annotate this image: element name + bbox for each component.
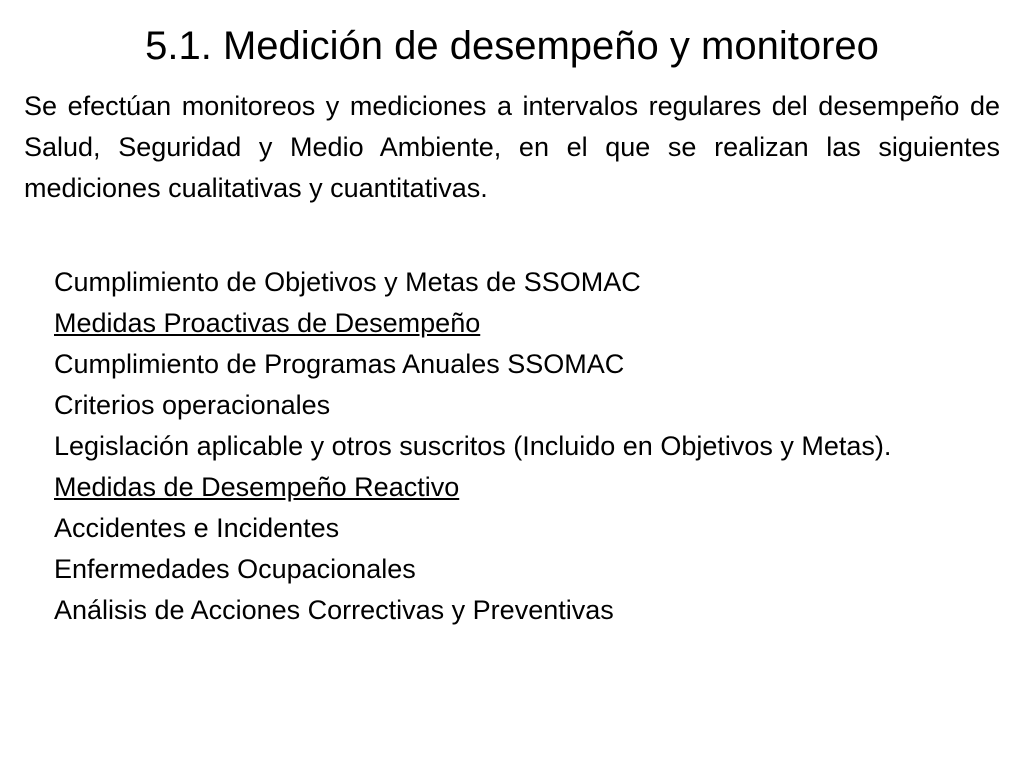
list-item: Cumplimiento de Objetivos y Metas de SSOMAC [54,267,641,297]
list-heading-label: Medidas de Desempeño Reactivo [54,472,460,502]
list-heading-proactive [54,303,1000,344]
list-item: Cumplimiento de Programas Anuales SSOMAC [54,349,625,379]
list-heading-label: Medidas Proactivas de Desempeño [54,308,481,338]
list-item: Accidentes e Incidentes [54,513,340,543]
measurement-list [54,262,1000,631]
list-item: Análisis de Acciones Correctivas y Preventivas [54,595,614,625]
list-heading-reactive [54,467,1000,508]
list-item: Criterios operacionales [54,390,331,420]
slide-title: 5.1. Medición de desempeño y monitoreo [145,24,879,68]
intro-paragraph: Se efectúan monitoreos y mediciones a intervalos regulares del desempeño de Salud, Seguridad y Medio Ambiente, en el que se realizan las siguientes mediciones cualitativas y cuantitativas. [24,91,1000,203]
list-item: Legislación aplicable y otros suscritos (Incluido en Objetivos y Metas). [54,431,892,461]
list-item: Enfermedades Ocupacionales [54,554,416,584]
